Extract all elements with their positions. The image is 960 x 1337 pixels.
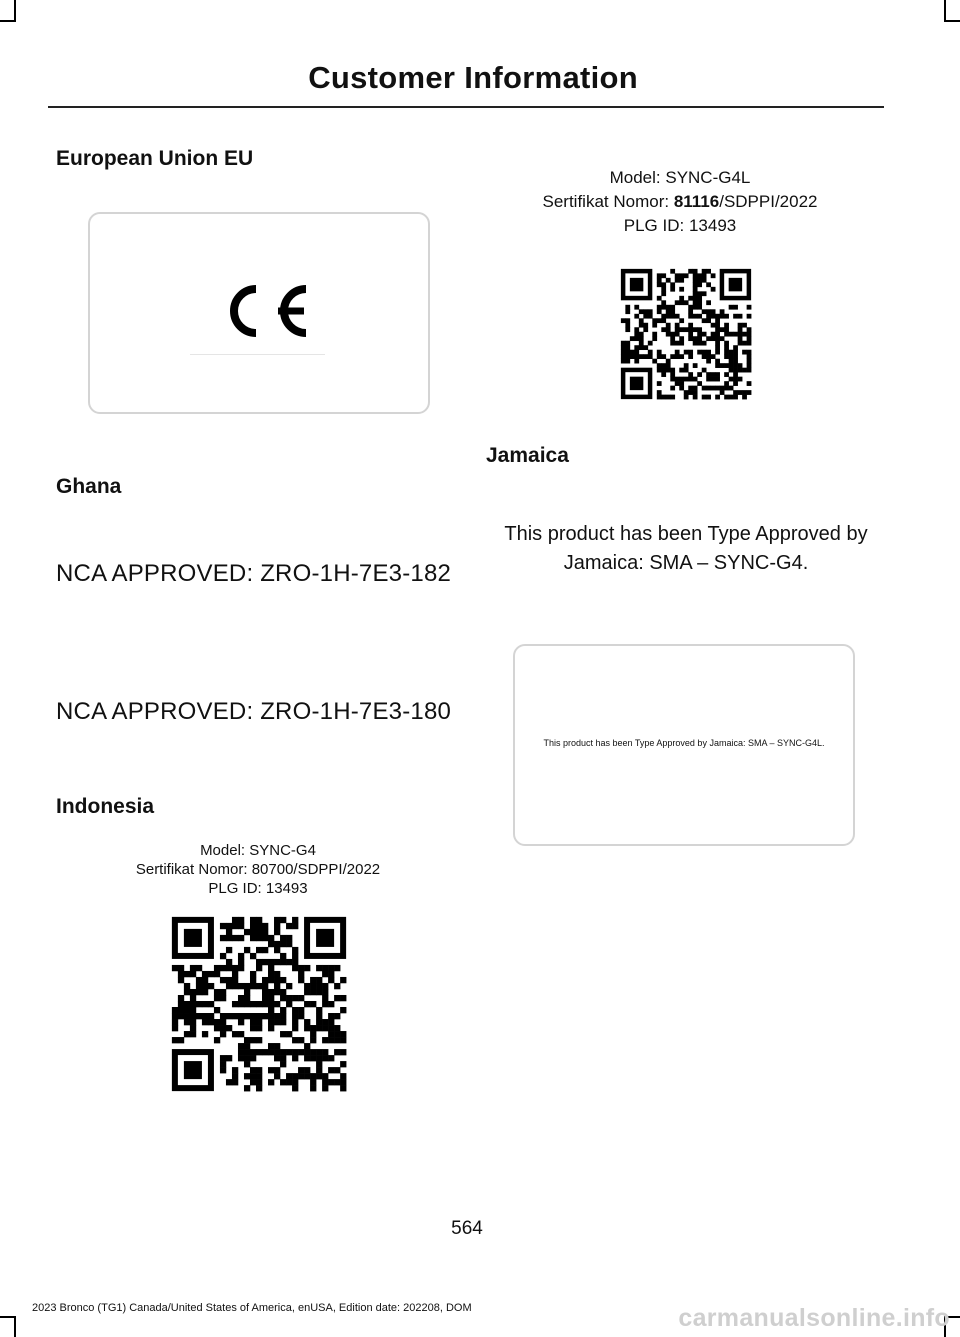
edition-footer: 2023 Bronco (TG1) Canada/United States of America, enUSA, Edition date: 202208, DOM <box>32 1302 472 1314</box>
qr-code-icon <box>612 260 760 408</box>
page-number: 564 <box>451 1218 483 1239</box>
indonesia-g4l-model-block <box>515 166 845 238</box>
cert-label: Sertifikat Nomor: 80700/SDPPI/2022 <box>135 861 381 878</box>
crop-mark <box>14 0 16 20</box>
plg-g4l-label: PLG ID: 13493 <box>623 216 737 235</box>
crop-mark <box>944 0 946 20</box>
divider <box>190 354 325 355</box>
crop-mark <box>14 1317 16 1337</box>
cert-prefix: Sertifikat Nomor: <box>542 192 674 211</box>
plg-label: PLG ID: 13493 <box>208 880 308 897</box>
heading-jamaica: Jamaica <box>486 444 569 467</box>
crop-mark <box>0 20 16 22</box>
ce-mark-icon <box>216 272 310 350</box>
cert-suffix: /SDPPI/2022 <box>719 192 818 211</box>
crop-mark <box>944 20 960 22</box>
jamaica-approval-text: This product has been Type Approved by Jamaica: SMA – SYNC-G4. <box>504 523 868 574</box>
crop-mark <box>0 1316 16 1318</box>
nca-approval-182: NCA APPROVED: ZRO-1H-7E3-182 <box>56 560 452 587</box>
nca-approval-180: NCA APPROVED: ZRO-1H-7E3-180 <box>56 698 452 725</box>
qr-code-icon <box>160 905 358 1103</box>
page-title: Customer Information <box>308 60 638 95</box>
model-g4l-label: Model: SYNC-G4L <box>609 168 751 187</box>
watermark: carmanualsonline.info <box>678 1304 950 1332</box>
model-label: Model: SYNC-G4 <box>200 842 316 859</box>
heading-indonesia: Indonesia <box>56 795 155 818</box>
heading-eu: European Union EU <box>56 147 254 170</box>
cert-g4l-label <box>515 190 845 214</box>
cert-number: 81116 <box>673 192 720 211</box>
indonesia-model-block <box>110 841 406 898</box>
heading-ghana: Ghana <box>56 475 122 498</box>
jamaica-card-text: This product has been Type Approved by Jamaica: SMA – SYNC-G4L. <box>543 738 825 748</box>
header-rule <box>48 106 884 108</box>
